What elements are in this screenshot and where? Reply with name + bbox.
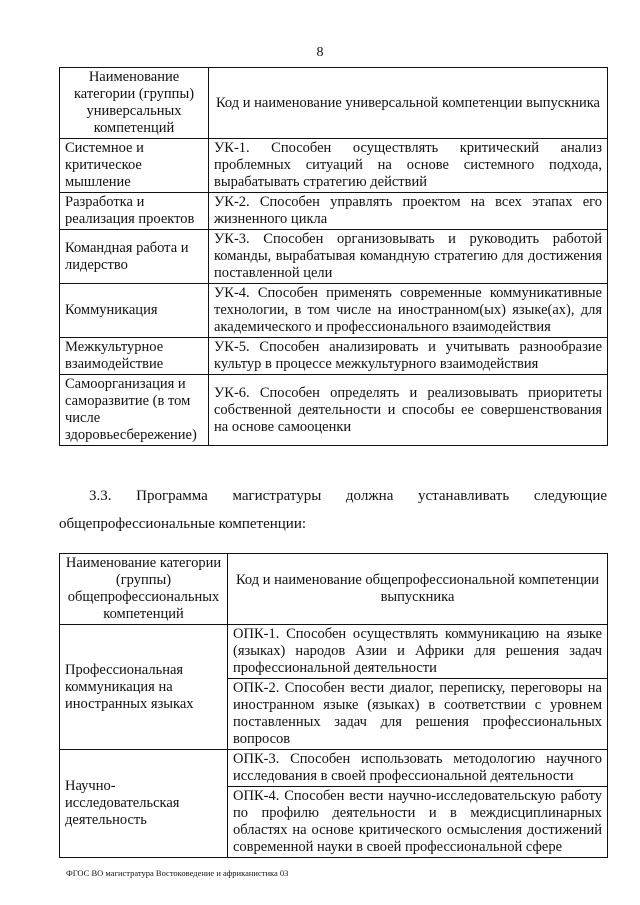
competency-cell: УК-5. Способен анализировать и учитывать разнообразие культур в процессе межкультурного взаимодействия (209, 338, 608, 375)
section-paragraph (59, 482, 607, 538)
table-row (60, 139, 608, 193)
table-row (60, 375, 608, 446)
paragraph-line-2: общепрофессиональные компетенции: (59, 516, 307, 532)
table-header-row (60, 554, 608, 625)
header-code: Код и наименование универсальной компетенции выпускника (209, 68, 608, 139)
page-footer: ФГОС ВО магистратура Востоковедение и африканистика 03 (66, 868, 289, 878)
competency-cell: УК-2. Способен управлять проектом на всех этапах его жизненного цикла (209, 193, 608, 230)
header-category: Наименование категории (группы) универсальных компетенций (60, 68, 209, 139)
competency-cell: УК-1. Способен осуществлять критический анализ проблемных ситуаций на основе системного подхода, вырабатывать стратегию действий (209, 139, 608, 193)
table-row (60, 750, 608, 787)
table-row (60, 230, 608, 284)
competency-cell: ОПК-2. Способен вести диалог, переписку, переговоры на иностранном языке (языках) в соответствии с уровнем поставленных задач для решения профессиональных вопросов (228, 679, 608, 750)
category-cell: Разработка и реализация проектов (60, 193, 209, 230)
competency-cell: ОПК-4. Способен вести научно-исследовательскую работу по профилю деятельности и в междисциплинарных областях на основе критического осмысления достижений современной науки в своей профессиональной сфере (228, 787, 608, 858)
header-category: Наименование категории (группы) общепрофессиональных компетенций (60, 554, 228, 625)
category-cell: Коммуникация (60, 284, 209, 338)
competency-cell: УК-6. Способен определять и реализовывать приоритеты собственной деятельности и способы ее совершенствования на основе самооценки (209, 375, 608, 446)
competency-cell: ОПК-1. Способен осуществлять коммуникацию на языке (языках) народов Азии и Африки для решения задач профессиональной деятельности (228, 625, 608, 679)
category-cell: Самоорганизация и саморазвитие (в том числе здоровьесбережение) (60, 375, 209, 446)
header-code: Код и наименование общепрофессиональной компетенции выпускника (228, 554, 608, 625)
page-number: 8 (316, 45, 324, 60)
category-cell: Системное и критическое мышление (60, 139, 209, 193)
table-row (60, 625, 608, 679)
table-row (60, 284, 608, 338)
paragraph-line-1: 3.3. Программа магистратуры должна устанавливать следующие (89, 488, 607, 504)
category-cell: Командная работа и лидерство (60, 230, 209, 284)
table-row (60, 193, 608, 230)
universal-competencies-table (59, 67, 608, 446)
category-cell: Межкультурное взаимодействие (60, 338, 209, 375)
table-row (60, 338, 608, 375)
general-professional-competencies-table (59, 553, 608, 858)
category-cell: Научно-исследовательская деятельность (60, 750, 228, 858)
table-header-row (60, 68, 608, 139)
category-cell: Профессиональная коммуникация на иностранных языках (60, 625, 228, 750)
competency-cell: УК-3. Способен организовывать и руководить работой команды, вырабатывая командную стратегию для достижения поставленной цели (209, 230, 608, 284)
competency-cell: УК-4. Способен применять современные коммуникативные технологии, в том числе на иностранном(ых) языке(ах), для академического и профессионального взаимодействия (209, 284, 608, 338)
competency-cell: ОПК-3. Способен использовать методологию научного исследования в своей профессиональной деятельности (228, 750, 608, 787)
